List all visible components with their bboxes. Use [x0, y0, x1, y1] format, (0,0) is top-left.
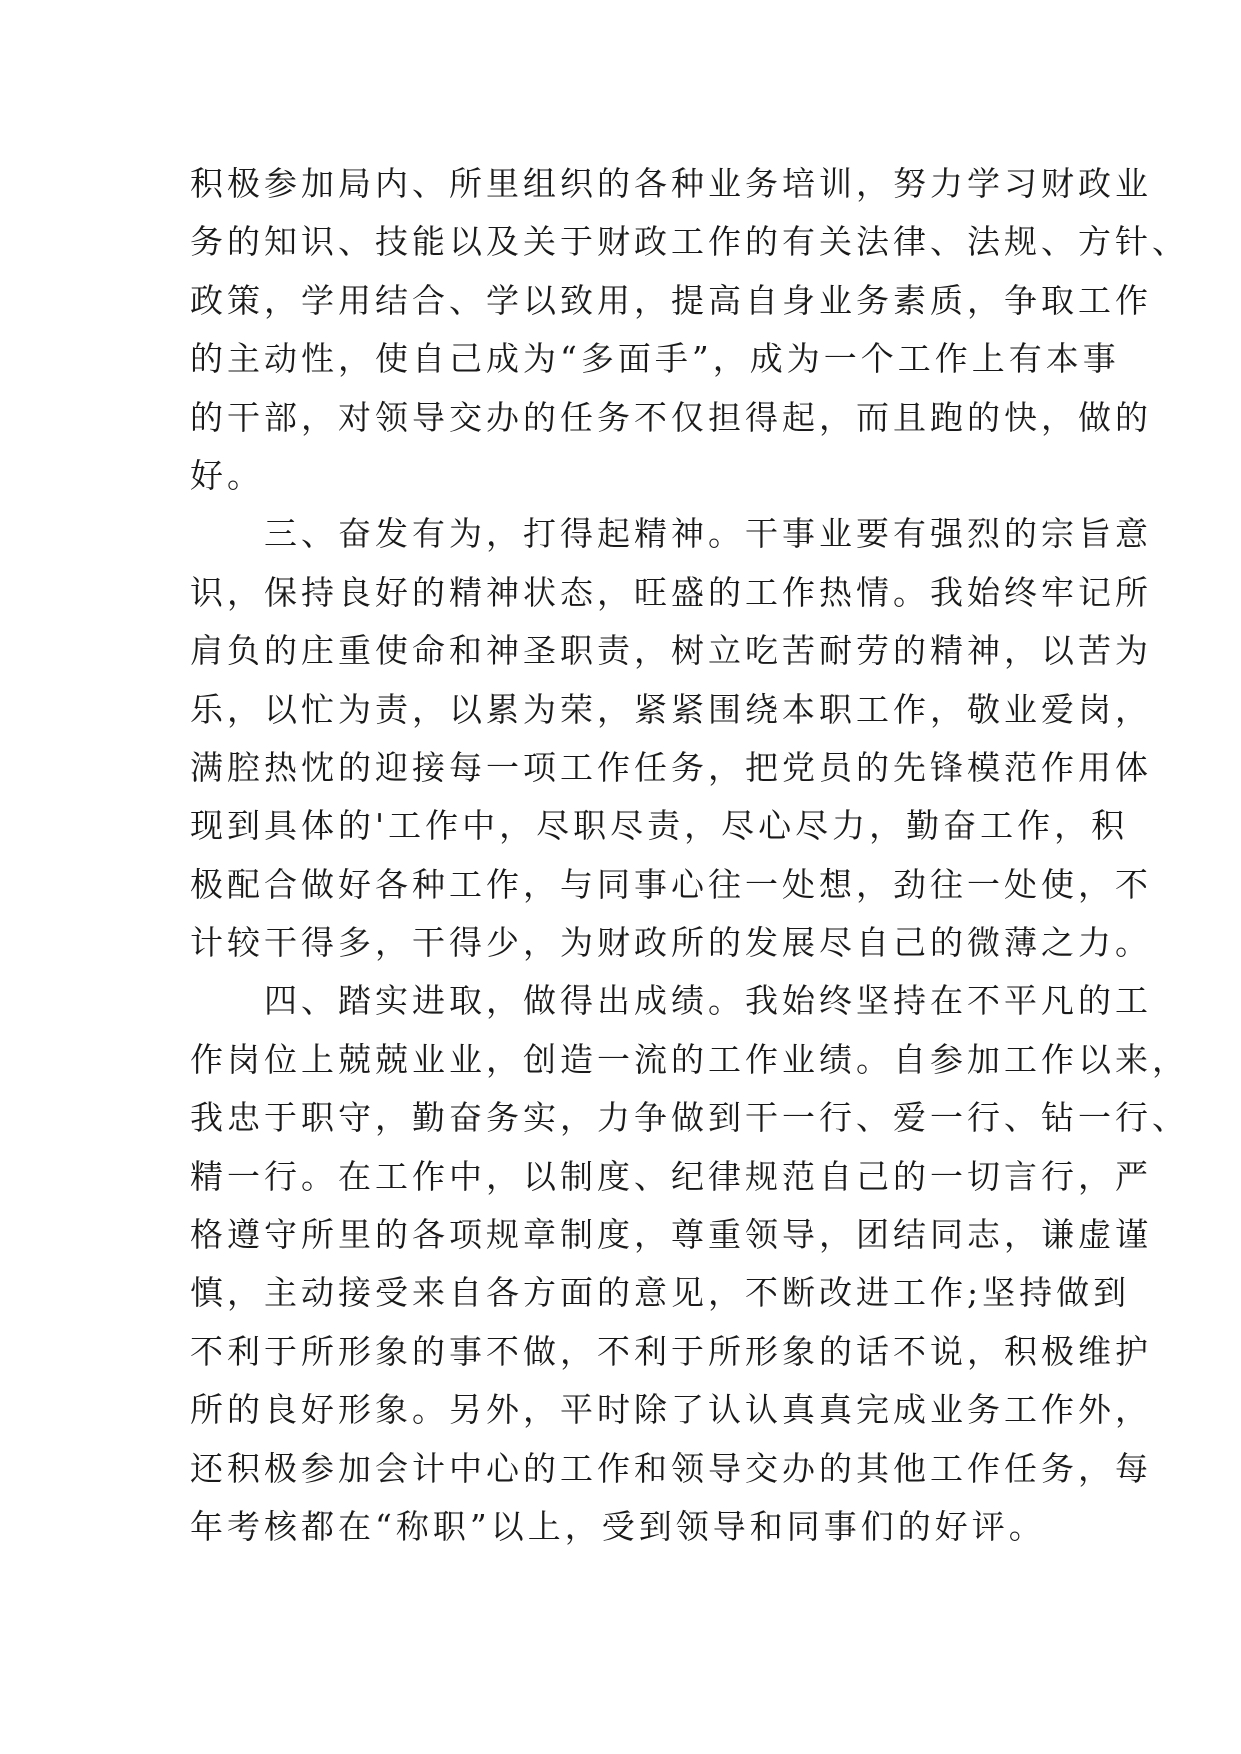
- text-line: 政策，学用结合、学以致用，提高自身业务素质，争取工作: [190, 280, 1152, 320]
- text-line: 现到具体的'工作中，尽职尽责，尽心尽力，勤奋工作，积: [190, 806, 1129, 846]
- text-line: 乐，以忙为责，以累为荣，紧紧围绕本职工作，敬业爱岗，: [190, 689, 1152, 729]
- text-line: 四、踏实进取，做得出成绩。我始终坚持在不平凡的工: [190, 981, 1152, 1021]
- text-line: 积极参加局内、所里组织的各种业务培训，努力学习财政业: [190, 164, 1152, 203]
- text-line: 好。: [190, 455, 264, 495]
- text-line: 三、奋发有为，打得起精神。干事业要有强烈的宗旨意: [190, 514, 1152, 554]
- text-line: 识，保持良好的精神状态，旺盛的工作热情。我始终牢记所: [190, 572, 1152, 612]
- text-line: 我忠于职守，勤奋务实，力争做到干一行、爱一行、钻一行、: [190, 1098, 1189, 1138]
- text-line: 作岗位上兢兢业业，创造一流的工作业绩。自参加工作以来，: [190, 1039, 1189, 1079]
- text-line: 满腔热忱的迎接每一项工作任务，把党员的先锋模范作用体: [190, 747, 1152, 787]
- text-line: 的干部，对领导交办的任务不仅担得起，而且跑的快，做的: [190, 397, 1152, 437]
- text-line: 计较干得多，干得少，为财政所的发展尽自己的微薄之力。: [190, 923, 1152, 963]
- text-line: 还积极参加会计中心的工作和领导交办的其他工作任务，每: [190, 1448, 1152, 1488]
- text-line: 的主动性，使自己成为“多面手”，成为一个工作上有本事: [190, 339, 1120, 379]
- document-body: [190, 155, 1189, 1556]
- text-line: 极配合做好各种工作，与同事心往一处想，劲往一处使，不: [190, 864, 1152, 904]
- text-line: 不利于所形象的事不做，不利于所形象的话不说，积极维护: [190, 1331, 1152, 1371]
- text-line: 格遵守所里的各项规章制度，尊重领导，团结同志，谦虚谨: [190, 1215, 1152, 1255]
- text-line: 慎，主动接受来自各方面的意见，不断改进工作;坚持做到: [190, 1273, 1131, 1313]
- text-line: 肩负的庄重使命和神圣职责，树立吃苦耐劳的精神，以苦为: [190, 631, 1152, 671]
- text-line: 务的知识、技能以及关于财政工作的有关法律、法规、方针、: [190, 222, 1189, 262]
- text-line: 所的良好形象。另外，平时除了认认真真完成业务工作外，: [190, 1390, 1152, 1430]
- text-line: 年考核都在“称职”以上，受到领导和同事们的好评。: [190, 1506, 1046, 1546]
- text-line: 精一行。在工作中，以制度、纪律规范自己的一切言行，严: [190, 1156, 1152, 1196]
